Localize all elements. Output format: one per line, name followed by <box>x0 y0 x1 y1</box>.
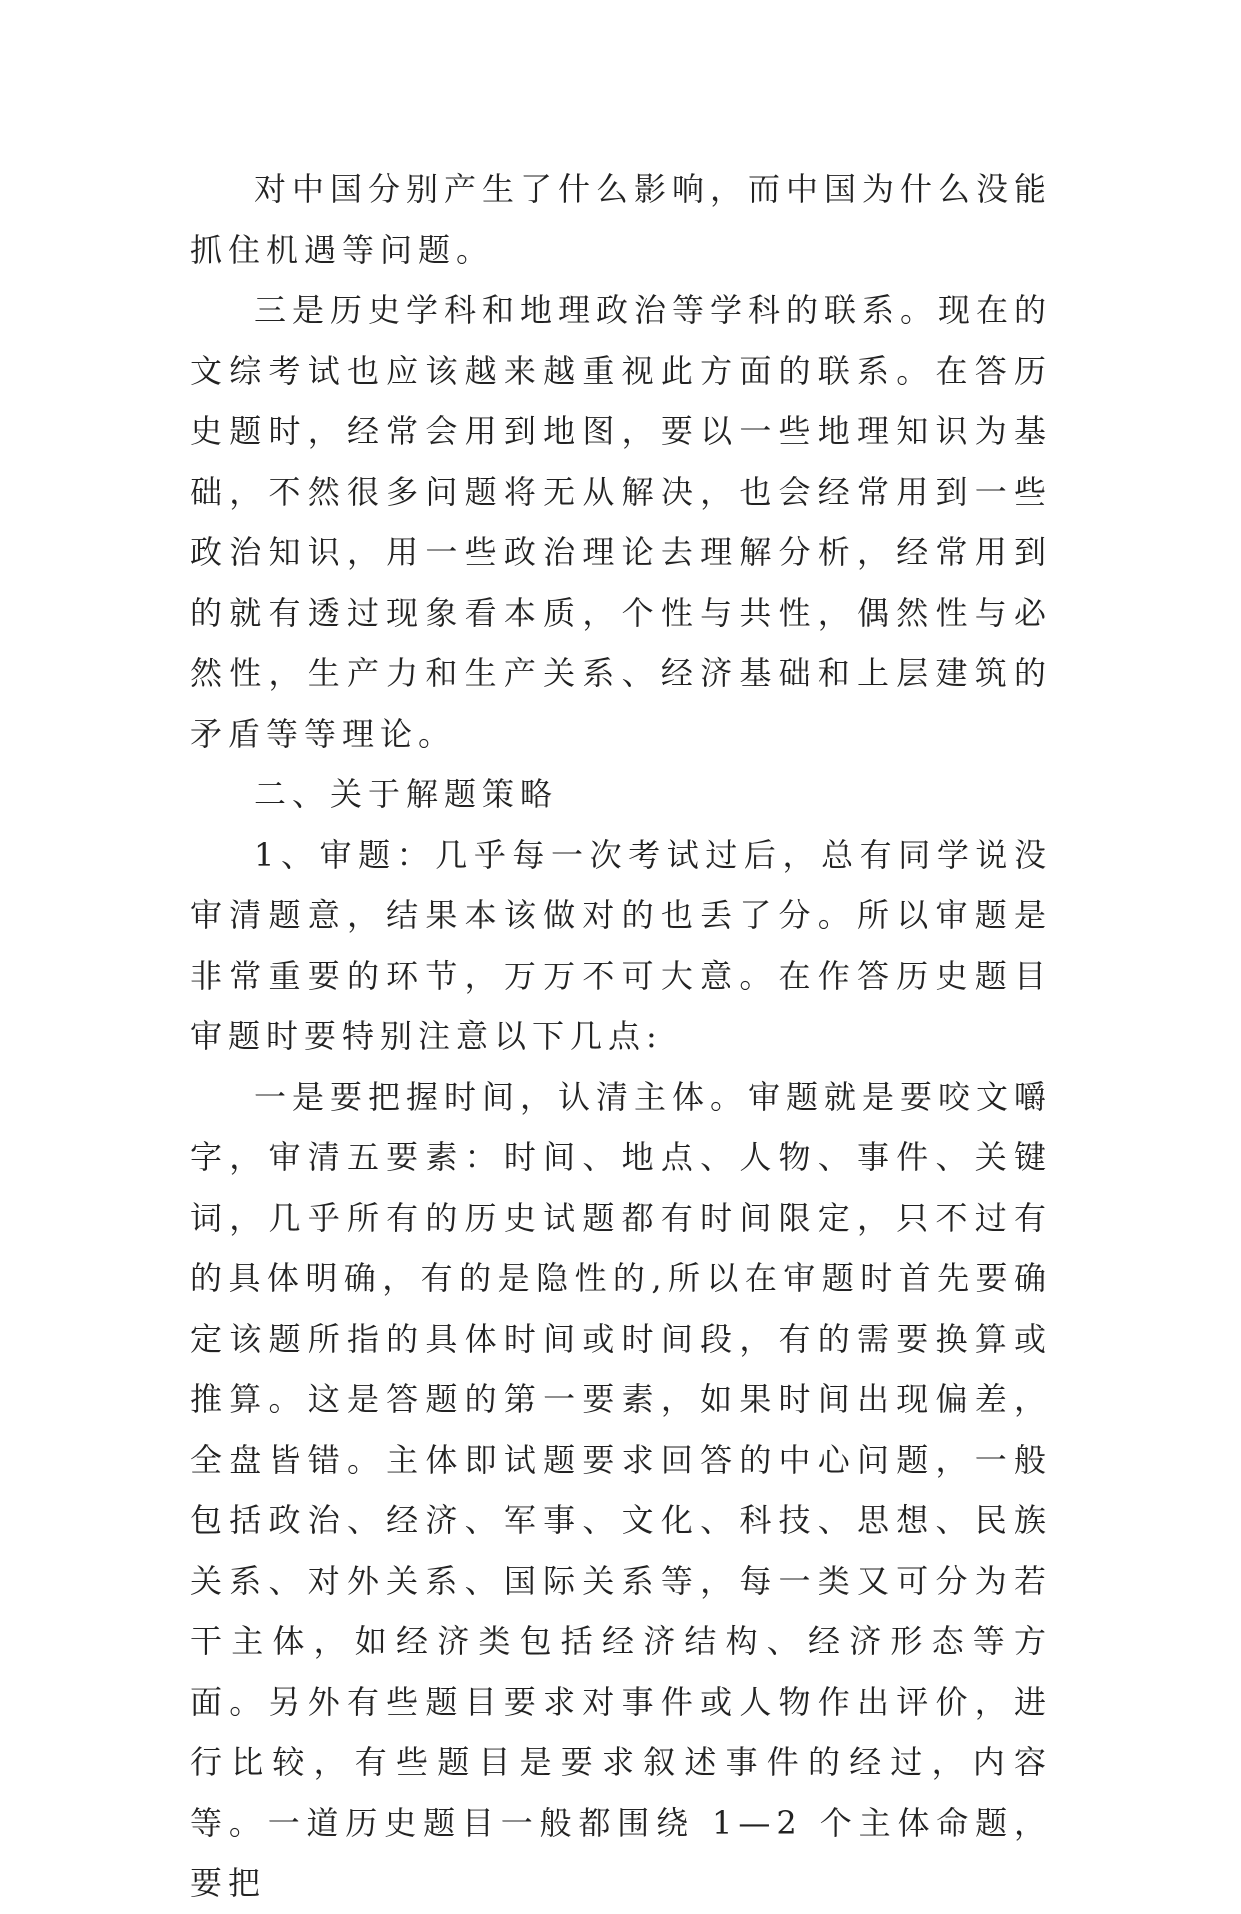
paragraph: 对中国分别产生了什么影响，而中国为什么没能抓住机遇等问题。 <box>190 170 1053 269</box>
paragraph: 三是历史学科和地理政治等学科的联系。现在的文综考试也应该越来越重视此方面的联系。在答历史题时，经常会用到地图，要以一些地理知识为基础，不然很多问题将无从解决，也会经常用到一些政治知识，用一些政治理论去理解分析，经常用到的就有透过现象看本质，个性与共性，偶然性与必然性，生产力和生产关系、经济基础和上层建筑的矛盾等等理论。 <box>190 291 1053 753</box>
document-body <box>190 159 1052 1914</box>
section-heading: 二、关于解题策略 <box>254 775 559 813</box>
paragraph: 一是要把握时间，认清主体。审题就是要咬文嚼字，审清五要素：时间、地点、人物、事件、关键词，几乎所有的历史试题都有时间限定，只不过有的具体明确，有的是隐性的,所以在审题时首先要确定该题所指的具体时间或时间段，有的需要换算或推算。这是答题的第一要素，如果时间出现偏差，全盘皆错。主体即试题要求回答的中心问题，一般包括政治、经济、军事、文化、科技、思想、民族关系、对外关系、国际关系等，每一类又可分为若干主体，如经济类包括经济结构、经济形态等方面。另外有些题目要求对事件或人物作出评价，进行比较，有些题目是要求叙述事件的经过，内容等。一道历史题目一般都围绕 1—2 个主体命题，要把 <box>190 1077 1053 1902</box>
paragraph: 1、审题：几乎每一次考试过后，总有同学说没审清题意，结果本该做对的也丢了分。所以审题是非常重要的环节，万万不可大意。在作答历史题目审题时要特别注意以下几点: <box>190 835 1052 1055</box>
